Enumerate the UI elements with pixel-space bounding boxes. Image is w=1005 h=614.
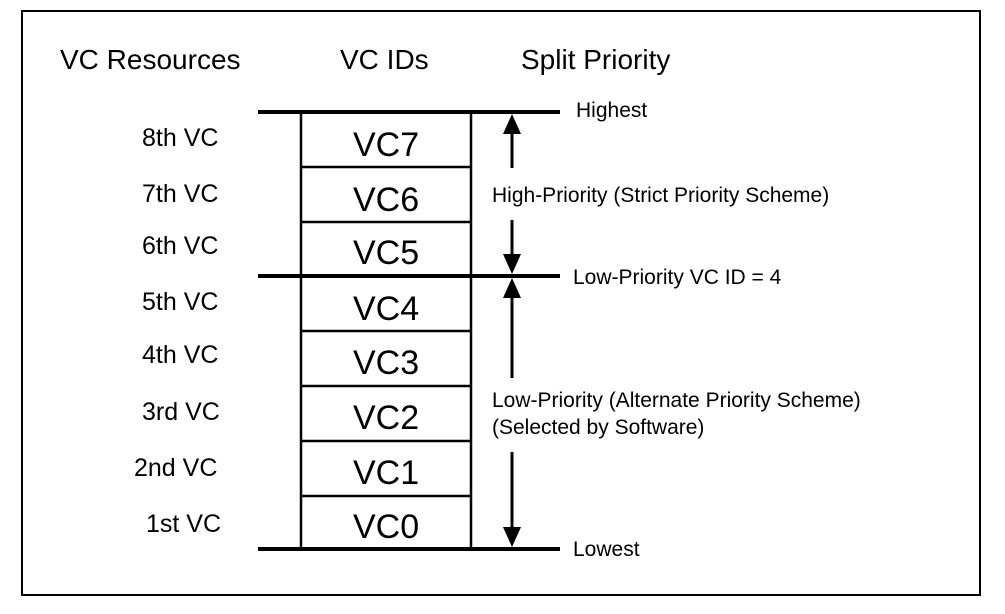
- header-vc-ids: VC IDs: [340, 44, 429, 75]
- low-priority-sublabel: (Selected by Software): [492, 416, 705, 439]
- vc-id-cell: VC6: [353, 181, 420, 219]
- vc-id-cell: VC4: [353, 290, 420, 328]
- vc-id-cell: VC3: [353, 344, 420, 382]
- highest-label: Highest: [576, 99, 648, 122]
- split-point-label: Low-Priority VC ID = 4: [573, 266, 782, 289]
- high-priority-arrow-up: [503, 114, 521, 168]
- vc-resource-label: 6th VC: [142, 232, 219, 260]
- high-priority-arrow-down: [503, 220, 521, 274]
- header-split-priority: Split Priority: [521, 44, 671, 75]
- vc-resource-label: 2nd VC: [134, 454, 218, 482]
- vc-resource-label: 4th VC: [142, 341, 219, 369]
- low-priority-label: Low-Priority (Alternate Priority Scheme): [492, 389, 861, 412]
- vc-id-cell: VC2: [353, 399, 420, 437]
- low-priority-arrow-down: [503, 452, 521, 547]
- vc-resource-label: 5th VC: [142, 288, 219, 316]
- vc-id-cell: VC1: [353, 454, 420, 492]
- high-priority-label: High-Priority (Strict Priority Scheme): [492, 184, 830, 207]
- lowest-label: Lowest: [573, 538, 640, 561]
- vc-resource-label: 3rd VC: [142, 398, 220, 426]
- vc-id-cell: VC5: [353, 234, 420, 272]
- vc-id-cell: VC0: [353, 508, 420, 546]
- vc-resource-label: 8th VC: [142, 124, 219, 152]
- vc-id-cell: VC7: [353, 126, 420, 164]
- vc-resource-label: 7th VC: [142, 180, 219, 208]
- vc-resource-label: 1st VC: [146, 510, 222, 538]
- low-priority-arrow-up: [503, 278, 521, 378]
- header-vc-resources: VC Resources: [60, 44, 241, 75]
